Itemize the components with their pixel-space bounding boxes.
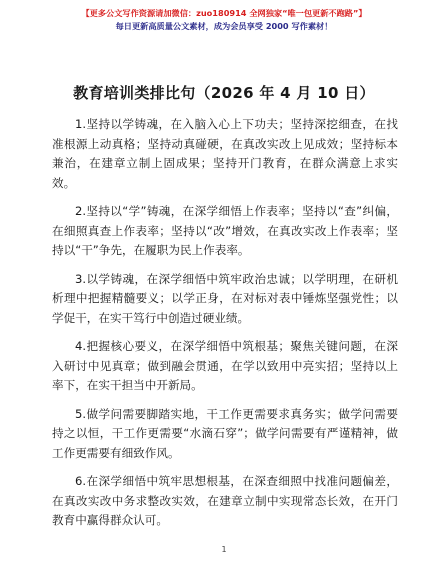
page-number: 1: [221, 545, 227, 554]
paragraph-text: 把握核心要义，在深学细悟中筑根基；聚焦关键问题，在深入研讨中见真章；做到融会贯通，在学以致用中亮实招；坚持以上率下，在实干担当中开新局。: [52, 339, 398, 392]
paragraph-3: [52, 270, 398, 329]
paragraph-text: 坚持以“学”铸魂，在深学细悟上作表率；坚持以“查”纠偏，在细照真查上作表率；坚持以“改”增效，在真改实改上作表率；坚持以“干”争先，在履职为民上作表率。: [52, 204, 398, 257]
paragraph-text: 做学问需要脚踏实地，干工作更需要求真务实；做学问需要持之以恒，干工作更需要“水滴石穿”；做学问需要有严谨精神，做工作更需要有细致作风。: [52, 406, 398, 460]
banner-line-membership: 每日更新高质量公文素材，成为会员享受 2000 写作素材！: [115, 21, 333, 31]
paragraph-6: [52, 472, 398, 531]
paragraph-number: 2.: [75, 204, 87, 218]
paragraph-5: [52, 405, 398, 464]
paragraph-number: 5.: [75, 406, 87, 421]
paragraph-number: 4.: [75, 339, 87, 353]
paragraph-1: [52, 115, 398, 193]
document-body: [52, 115, 398, 540]
paragraph-number: 3.: [75, 271, 87, 286]
paragraph-text: 在深学细悟中筑牢思想根基，在深查细照中找准问题偏差，在真改实改中务求整改实效，在建章立制中实现常态长效，在开门教育中赢得群众认可。: [52, 474, 398, 527]
header-banner: [0, 7, 448, 33]
paragraph-2: [52, 202, 398, 261]
banner-line-promo: 【更多公文写作资源请加微信：zuo180914 全网独家“唯一包更新不跑路”】: [81, 8, 367, 18]
paragraph-text: 坚持以学铸魂，在入脑入心上下功夫；坚持深挖细查，在找准根源上动真格；坚持动真碰硬，在真改实改上见成效；坚持标本兼治，在建章立制上固成果；坚持开门教育，在群众满意上求实效。: [52, 117, 398, 190]
paragraph-text: 以学铸魂，在深学细悟中筑牢政治忠诚；以学明理，在研机析理中把握精髓要义；以学正身，在对标对表中锤炼坚强党性；以学促干，在实干笃行中创造过硬业绩。: [52, 271, 398, 325]
document-title: 教育培训类排比句（2026 年 4 月 10 日）: [73, 84, 375, 102]
paragraph-4: [52, 337, 398, 396]
paragraph-number: 6.: [75, 474, 87, 488]
paragraph-number: 1.: [75, 117, 87, 131]
